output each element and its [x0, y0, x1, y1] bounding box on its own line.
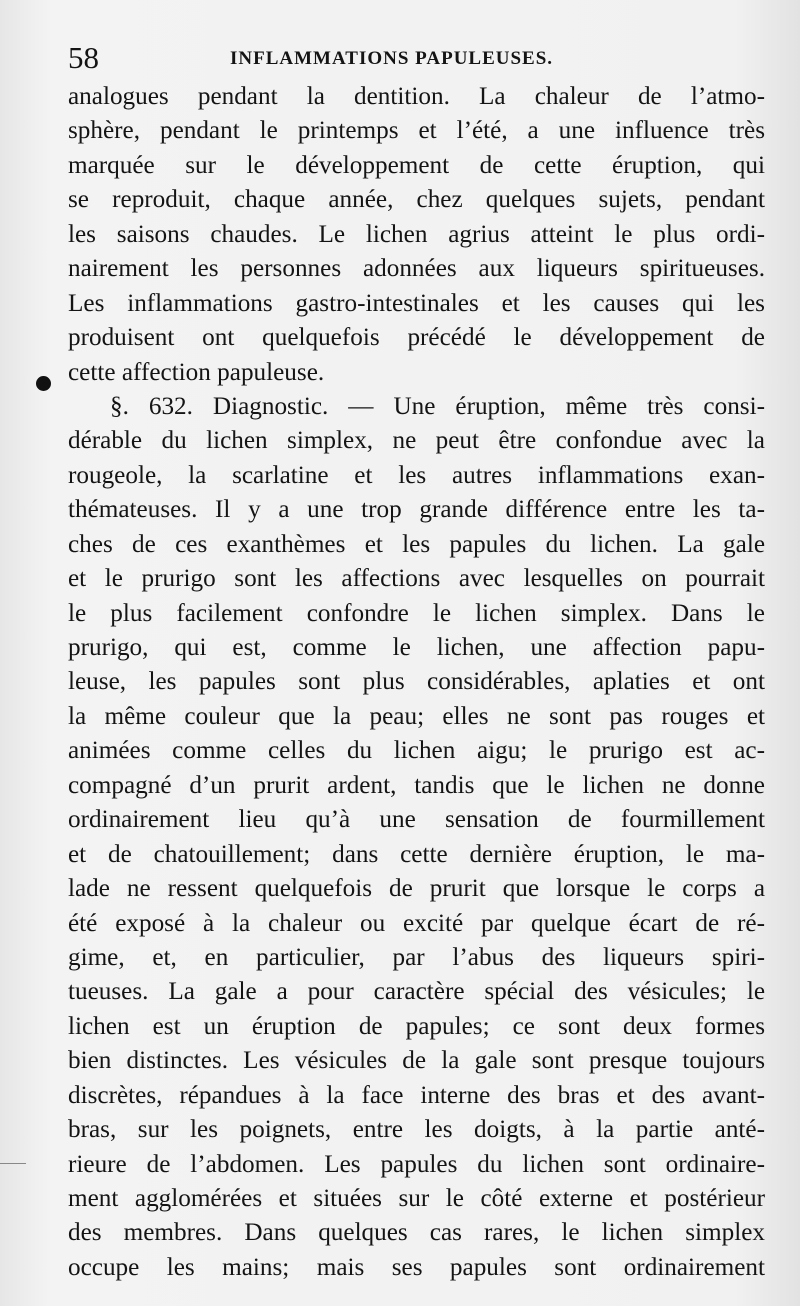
text-line: discrètes, répandues à la face interne des bras et des avant-: [68, 1081, 765, 1109]
text-line: analogues pendant la dentition. La chaleur de l’atmo-: [68, 83, 765, 110]
text-line: tueuses. La gale a pour caractère spécial des vésicules; le: [68, 978, 765, 1006]
text-line: occupe les mains; mais ses papules sont ordinairement: [68, 1253, 765, 1281]
margin-mark: [0, 1163, 26, 1164]
text-line: prurigo, qui est, comme le lichen, une affection papu-: [68, 634, 765, 661]
text-line: thémateuses. Il y a une trop grande différence entre les ta-: [68, 496, 765, 524]
text-line: Les inflammations gastro-intestinales et les causes qui les: [68, 289, 765, 317]
text-line: sphère, pendant le printemps et l’été, a une influence très: [68, 117, 765, 145]
text-line: compagné d’un prurit ardent, tandis que le lichen ne donne: [68, 771, 765, 799]
text-line: lichen est un éruption de papules; ce sont deux formes: [68, 1012, 765, 1040]
text-line: bien distinctes. Les vésicules de la gale sont presque toujours: [68, 1047, 765, 1075]
text-line: la même couleur que la peau; elles ne sont pas rouges et: [68, 702, 765, 730]
body-text: [68, 80, 765, 1285]
text-line: animées comme celles du lichen aigu; le prurigo est ac-: [68, 737, 765, 765]
text-line: rieure de l’abdomen. Les papules du lichen sont ordinaire-: [68, 1150, 765, 1178]
running-head: INFLAMMATIONS PAPULEUSES.: [230, 48, 554, 69]
text-line: produisent ont quelquefois précédé le développement de: [68, 324, 765, 352]
text-line: bras, sur les poignets, entre les doigts, à la partie anté-: [68, 1116, 765, 1144]
text-line: le plus facilement confondre le lichen simplex. Dans le: [68, 599, 765, 627]
page-header: [68, 38, 768, 78]
text-line: leuse, les papules sont plus considérables, aplaties et ont: [68, 668, 765, 696]
text-line: gime, et, en particulier, par l’abus des liqueurs spiri-: [68, 943, 765, 971]
text-line: et le prurigo sont les affections avec lesquelles on pourrait: [68, 565, 765, 593]
text-line: dérable du lichen simplex, ne peut être confondue avec la: [68, 427, 765, 455]
text-line: marquée sur le développement de cette éruption, qui: [68, 151, 765, 179]
page-number: 58: [68, 40, 99, 75]
text-line: lade ne ressent quelquefois de prurit que lorsque le corps a: [68, 875, 765, 903]
margin-ink-dot: [36, 376, 51, 391]
text-line: se reproduit, chaque année, chez quelques sujets, pendant: [68, 186, 765, 214]
text-line: ment agglomérées et situées sur le côté externe et postérieur: [68, 1185, 765, 1212]
text-line: ches de ces exanthèmes et les papules du lichen. La gale: [68, 530, 765, 558]
section-heading-line: §. 632. Diagnostic. — Une éruption, même très consi-: [110, 392, 765, 420]
text-line: et de chatouillement; dans cette dernière éruption, le ma-: [68, 840, 765, 868]
text-line: les saisons chaudes. Le lichen agrius atteint le plus ordi-: [68, 220, 765, 248]
text-line: ordinairement lieu qu’à une sensation de fourmillement: [68, 806, 765, 834]
text-line: été exposé à la chaleur ou excité par quelque écart de ré-: [68, 909, 765, 937]
text-line: des membres. Dans quelques cas rares, le lichen simplex: [68, 1219, 765, 1247]
text-line: cette affection papuleuse.: [68, 358, 325, 386]
text-line: rougeole, la scarlatine et les autres inflammations exan-: [68, 461, 765, 489]
text-line: nairement les personnes adonnées aux liqueurs spiritueuses.: [68, 255, 765, 283]
